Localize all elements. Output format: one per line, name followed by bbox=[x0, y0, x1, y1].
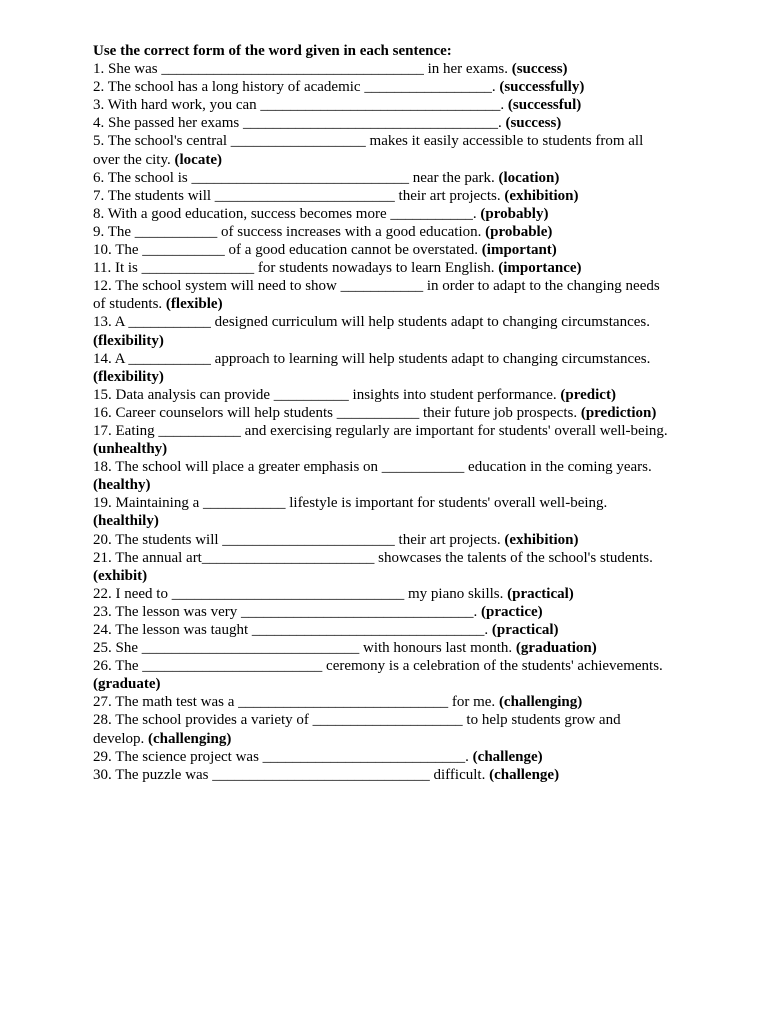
question-text: 1. She was ___________________________________ in her exams. bbox=[93, 61, 512, 78]
question-text: 20. The students will _______________________ their art projects. bbox=[93, 531, 505, 548]
question-item bbox=[93, 60, 673, 78]
question-text: 16. Career counselors will help students ___________ their future job prospects. bbox=[93, 404, 581, 421]
question-item bbox=[93, 404, 673, 422]
question-text: 5. The school's central __________________ makes it easily accessible to students from all over the city. bbox=[93, 133, 644, 168]
question-text: 7. The students will ________________________ their art projects. bbox=[93, 187, 505, 204]
question-text: 9. The ___________ of success increases with a good education. bbox=[93, 223, 486, 240]
question-item bbox=[93, 494, 673, 530]
question-item bbox=[93, 223, 673, 241]
word-hint: (practical) bbox=[507, 585, 574, 602]
question-text: 22. I need to _______________________________ my piano skills. bbox=[93, 585, 508, 602]
question-item bbox=[93, 657, 673, 693]
question-item bbox=[93, 114, 673, 132]
question-text: 28. The school provides a variety of ____________________ to help students grow and develop. bbox=[93, 712, 621, 747]
question-item bbox=[93, 549, 673, 585]
question-text: 13. A ___________ designed curriculum will help students adapt to changing circumstances. bbox=[93, 314, 650, 331]
worksheet bbox=[93, 42, 673, 784]
question-item bbox=[93, 531, 673, 549]
question-text: 19. Maintaining a ___________ lifestyle is important for students' overall well-being. bbox=[93, 495, 608, 512]
worksheet-instruction: Use the correct form of the word given in each sentence: bbox=[93, 43, 452, 59]
word-hint: (challenge) bbox=[489, 766, 560, 783]
question-item bbox=[93, 78, 673, 96]
word-hint: (flexibility) bbox=[93, 332, 164, 349]
question-item bbox=[93, 132, 673, 168]
question-text: 12. The school system will need to show ___________ in order to adapt to the changing needs of students. bbox=[93, 278, 660, 313]
question-item bbox=[93, 313, 673, 349]
word-hint: (challenging) bbox=[498, 694, 583, 711]
question-text: 23. The lesson was very _______________________________. bbox=[93, 603, 482, 620]
question-text: 21. The annual art_______________________ showcases the talents of the school's students. bbox=[93, 549, 653, 566]
word-hint: (exhibit) bbox=[93, 567, 148, 584]
question-text: 2. The school has a long history of academic _________________. bbox=[93, 79, 500, 96]
word-hint: (success) bbox=[511, 61, 568, 78]
question-item bbox=[93, 241, 673, 259]
question-text: 10. The ___________ of a good education cannot be overstated. bbox=[93, 242, 482, 259]
question-list bbox=[93, 60, 673, 784]
question-item bbox=[93, 458, 673, 494]
question-text: 30. The puzzle was _____________________________ difficult. bbox=[93, 766, 490, 783]
word-hint: (predict) bbox=[560, 386, 616, 403]
question-text: 17. Eating ___________ and exercising regularly are important for students' overall well-being. bbox=[93, 422, 668, 439]
question-item bbox=[93, 748, 673, 766]
word-hint: (exhibition) bbox=[504, 187, 579, 204]
question-item bbox=[93, 711, 673, 747]
word-hint: (graduation) bbox=[515, 640, 597, 657]
question-item bbox=[93, 169, 673, 187]
question-text: 8. With a good education, success becomes more ___________. bbox=[93, 205, 481, 222]
word-hint: (challenge) bbox=[472, 748, 543, 765]
word-hint: (exhibition) bbox=[504, 531, 579, 548]
question-text: 24. The lesson was taught _______________________________. bbox=[93, 622, 492, 638]
question-text: 3. With hard work, you can ________________________________. bbox=[93, 97, 508, 114]
question-item bbox=[93, 585, 673, 603]
word-hint: (flexible) bbox=[165, 296, 223, 313]
word-hint: (practical) bbox=[491, 622, 559, 638]
question-item bbox=[93, 277, 673, 313]
question-item bbox=[93, 187, 673, 205]
word-hint: (prediction) bbox=[580, 404, 657, 421]
question-item bbox=[93, 350, 673, 386]
question-item bbox=[93, 422, 673, 458]
question-item bbox=[93, 259, 673, 277]
word-hint: (unhealthy) bbox=[93, 441, 168, 458]
word-hint: (probable) bbox=[485, 223, 553, 240]
word-hint: (successful) bbox=[507, 97, 582, 114]
question-text: 6. The school is _____________________________ near the park. bbox=[93, 169, 499, 186]
question-text: 25. She _____________________________ with honours last month. bbox=[93, 640, 516, 657]
question-item bbox=[93, 386, 673, 404]
word-hint: (success) bbox=[505, 115, 562, 132]
question-text: 11. It is _______________ for students nowadays to learn English. bbox=[93, 260, 499, 277]
question-text: 15. Data analysis can provide __________ insights into student performance. bbox=[93, 386, 561, 403]
word-hint: (important) bbox=[481, 242, 557, 259]
word-hint: (probably) bbox=[480, 205, 549, 222]
word-hint: (healthy) bbox=[93, 477, 151, 494]
word-hint: (practice) bbox=[481, 603, 543, 620]
question-item bbox=[93, 96, 673, 114]
word-hint: (healthily) bbox=[93, 513, 159, 530]
question-text: 4. She passed her exams __________________________________. bbox=[93, 115, 506, 132]
question-item bbox=[93, 639, 673, 657]
question-text: 18. The school will place a greater emphasis on ___________ education in the coming years. bbox=[93, 459, 652, 476]
word-hint: (graduate) bbox=[93, 676, 161, 693]
word-hint: (locate) bbox=[174, 151, 222, 168]
word-hint: (location) bbox=[498, 169, 560, 186]
question-item bbox=[93, 766, 673, 784]
question-text: 14. A ___________ approach to learning will help students adapt to changing circumstances. bbox=[93, 350, 651, 367]
question-item bbox=[93, 603, 673, 621]
word-hint: (successfully) bbox=[499, 79, 585, 96]
word-hint: (flexibility) bbox=[93, 368, 164, 385]
question-item bbox=[93, 205, 673, 223]
question-text: 27. The math test was a ____________________________ for me. bbox=[93, 694, 499, 711]
word-hint: (importance) bbox=[498, 260, 582, 277]
word-hint: (challenging) bbox=[147, 730, 232, 747]
question-text: 26. The ________________________ ceremony is a celebration of the students' achievements. bbox=[93, 658, 663, 675]
question-item bbox=[93, 693, 673, 711]
question-item bbox=[93, 621, 673, 639]
question-text: 29. The science project was ___________________________. bbox=[93, 748, 473, 765]
